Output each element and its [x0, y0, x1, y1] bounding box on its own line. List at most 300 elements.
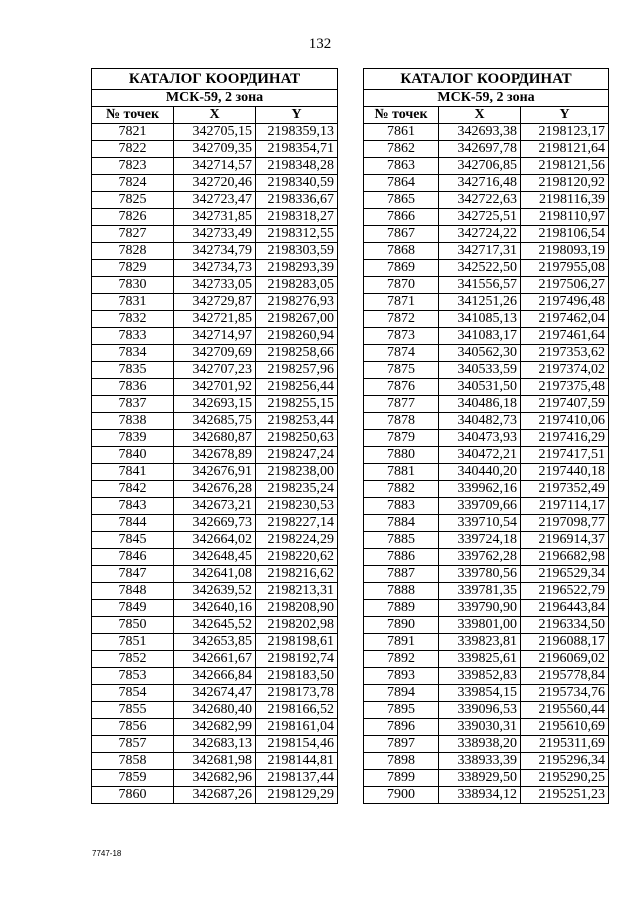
y-coordinate-cell: 2198255,15 — [256, 396, 338, 413]
table-row — [92, 566, 338, 583]
point-number-cell: 7900 — [364, 787, 439, 804]
point-number-cell: 7893 — [364, 668, 439, 685]
catalog-title: КАТАЛОГ КООРДИНАТ — [92, 69, 338, 90]
point-number-cell: 7862 — [364, 141, 439, 158]
table-row — [92, 294, 338, 311]
point-number-cell: 7882 — [364, 481, 439, 498]
y-coordinate-cell: 2198216,62 — [256, 566, 338, 583]
x-coordinate-cell: 342729,87 — [174, 294, 256, 311]
x-coordinate-cell: 342682,99 — [174, 719, 256, 736]
y-coordinate-cell: 2198161,04 — [256, 719, 338, 736]
point-number-cell: 7826 — [92, 209, 174, 226]
y-coordinate-cell: 2198238,00 — [256, 464, 338, 481]
x-coordinate-cell: 342653,85 — [174, 634, 256, 651]
y-coordinate-cell: 2198257,96 — [256, 362, 338, 379]
table-row — [364, 396, 609, 413]
x-coordinate-cell: 342522,50 — [439, 260, 521, 277]
table-row — [92, 345, 338, 362]
y-coordinate-cell: 2198121,56 — [521, 158, 609, 175]
x-coordinate-cell: 342673,21 — [174, 498, 256, 515]
x-coordinate-cell: 342714,97 — [174, 328, 256, 345]
table-row — [364, 260, 609, 277]
point-number-cell: 7845 — [92, 532, 174, 549]
point-number-cell: 7842 — [92, 481, 174, 498]
x-coordinate-cell: 339780,56 — [439, 566, 521, 583]
table-row — [92, 328, 338, 345]
point-number-cell: 7868 — [364, 243, 439, 260]
x-coordinate-cell: 341556,57 — [439, 277, 521, 294]
table-row — [364, 294, 609, 311]
x-coordinate-cell: 341085,13 — [439, 311, 521, 328]
y-coordinate-cell: 2198253,44 — [256, 413, 338, 430]
point-number-cell: 7891 — [364, 634, 439, 651]
x-coordinate-cell: 340533,59 — [439, 362, 521, 379]
x-coordinate-cell: 339823,81 — [439, 634, 521, 651]
y-coordinate-cell: 2198276,93 — [256, 294, 338, 311]
point-number-cell: 7833 — [92, 328, 174, 345]
x-coordinate-cell: 342687,26 — [174, 787, 256, 804]
x-coordinate-cell: 342705,15 — [174, 124, 256, 141]
table-row — [364, 413, 609, 430]
y-coordinate-cell: 2198173,78 — [256, 685, 338, 702]
x-coordinate-cell: 340482,73 — [439, 413, 521, 430]
table-body — [364, 124, 609, 804]
x-coordinate-cell: 342707,23 — [174, 362, 256, 379]
point-number-cell: 7874 — [364, 345, 439, 362]
point-number-cell: 7880 — [364, 447, 439, 464]
x-coordinate-cell: 342676,28 — [174, 481, 256, 498]
table-row — [92, 141, 338, 158]
y-coordinate-cell: 2196522,79 — [521, 583, 609, 600]
table-row — [364, 634, 609, 651]
y-coordinate-cell: 2198144,81 — [256, 753, 338, 770]
x-coordinate-cell: 342664,02 — [174, 532, 256, 549]
y-coordinate-cell: 2195560,44 — [521, 702, 609, 719]
table-row — [364, 770, 609, 787]
x-coordinate-cell: 342723,47 — [174, 192, 256, 209]
point-number-cell: 7878 — [364, 413, 439, 430]
y-coordinate-cell: 2198129,29 — [256, 787, 338, 804]
point-number-cell: 7841 — [92, 464, 174, 481]
y-coordinate-cell: 2197417,51 — [521, 447, 609, 464]
point-number-cell: 7896 — [364, 719, 439, 736]
point-number-cell: 7877 — [364, 396, 439, 413]
point-number-cell: 7835 — [92, 362, 174, 379]
y-coordinate-cell: 2198213,31 — [256, 583, 338, 600]
y-coordinate-cell: 2198340,59 — [256, 175, 338, 192]
x-coordinate-cell: 340486,18 — [439, 396, 521, 413]
table-row — [364, 447, 609, 464]
table-row — [92, 379, 338, 396]
x-coordinate-cell: 342666,84 — [174, 668, 256, 685]
y-coordinate-cell: 2196914,37 — [521, 532, 609, 549]
table-row — [364, 532, 609, 549]
point-number-cell: 7867 — [364, 226, 439, 243]
point-number-cell: 7836 — [92, 379, 174, 396]
point-number-cell: 7851 — [92, 634, 174, 651]
x-coordinate-cell: 342683,13 — [174, 736, 256, 753]
y-coordinate-cell: 2198230,53 — [256, 498, 338, 515]
point-number-cell: 7832 — [92, 311, 174, 328]
point-number-cell: 7840 — [92, 447, 174, 464]
y-coordinate-cell: 2198354,71 — [256, 141, 338, 158]
table-row — [92, 634, 338, 651]
point-number-cell: 7886 — [364, 549, 439, 566]
table-row — [364, 566, 609, 583]
table-row — [92, 209, 338, 226]
y-coordinate-cell: 2198093,19 — [521, 243, 609, 260]
table-row — [364, 192, 609, 209]
y-coordinate-cell: 2195734,76 — [521, 685, 609, 702]
table-row — [364, 498, 609, 515]
y-coordinate-cell: 2196529,34 — [521, 566, 609, 583]
x-coordinate-cell: 342674,47 — [174, 685, 256, 702]
x-coordinate-cell: 338934,12 — [439, 787, 521, 804]
y-coordinate-cell: 2198137,44 — [256, 770, 338, 787]
x-coordinate-cell: 341251,26 — [439, 294, 521, 311]
point-number-cell: 7888 — [364, 583, 439, 600]
y-coordinate-cell: 2195290,25 — [521, 770, 609, 787]
y-coordinate-cell: 2198303,59 — [256, 243, 338, 260]
table-row — [364, 719, 609, 736]
x-coordinate-cell: 342716,48 — [439, 175, 521, 192]
x-coordinate-cell: 342693,38 — [439, 124, 521, 141]
x-coordinate-cell: 340531,50 — [439, 379, 521, 396]
y-coordinate-cell: 2198256,44 — [256, 379, 338, 396]
y-coordinate-cell: 2195610,69 — [521, 719, 609, 736]
y-coordinate-cell: 2197353,62 — [521, 345, 609, 362]
y-coordinate-cell: 2198247,24 — [256, 447, 338, 464]
point-number-cell: 7884 — [364, 515, 439, 532]
y-coordinate-cell: 2198258,66 — [256, 345, 338, 362]
x-coordinate-cell: 339781,35 — [439, 583, 521, 600]
point-number-cell: 7858 — [92, 753, 174, 770]
table-row — [364, 702, 609, 719]
x-coordinate-cell: 342733,05 — [174, 277, 256, 294]
point-number-cell: 7873 — [364, 328, 439, 345]
y-coordinate-cell: 2197461,64 — [521, 328, 609, 345]
table-row — [92, 549, 338, 566]
table-row — [364, 311, 609, 328]
x-coordinate-cell: 339854,15 — [439, 685, 521, 702]
x-coordinate-cell: 339825,61 — [439, 651, 521, 668]
x-coordinate-cell: 342669,73 — [174, 515, 256, 532]
point-number-cell: 7848 — [92, 583, 174, 600]
point-number-cell: 7869 — [364, 260, 439, 277]
table-row — [92, 770, 338, 787]
y-coordinate-cell: 2198121,64 — [521, 141, 609, 158]
y-coordinate-cell: 2195251,23 — [521, 787, 609, 804]
point-number-cell: 7830 — [92, 277, 174, 294]
point-number-cell: 7824 — [92, 175, 174, 192]
table-row — [92, 583, 338, 600]
y-coordinate-cell: 2198336,67 — [256, 192, 338, 209]
column-header-x: X — [439, 107, 521, 124]
y-coordinate-cell: 2198312,55 — [256, 226, 338, 243]
point-number-cell: 7843 — [92, 498, 174, 515]
point-number-cell: 7889 — [364, 600, 439, 617]
y-coordinate-cell: 2197352,49 — [521, 481, 609, 498]
y-coordinate-cell: 2198348,28 — [256, 158, 338, 175]
x-coordinate-cell: 342706,85 — [439, 158, 521, 175]
table-row — [92, 311, 338, 328]
x-coordinate-cell: 340473,93 — [439, 430, 521, 447]
x-coordinate-cell: 342680,87 — [174, 430, 256, 447]
y-coordinate-cell: 2197098,77 — [521, 515, 609, 532]
point-number-cell: 7895 — [364, 702, 439, 719]
point-number-cell: 7856 — [92, 719, 174, 736]
catalog-subtitle: МСК-59, 2 зона — [92, 90, 338, 107]
catalog-title: КАТАЛОГ КООРДИНАТ — [364, 69, 609, 90]
table-row — [92, 464, 338, 481]
point-number-cell: 7853 — [92, 668, 174, 685]
x-coordinate-cell: 342734,73 — [174, 260, 256, 277]
x-coordinate-cell: 340472,21 — [439, 447, 521, 464]
table-row — [92, 668, 338, 685]
x-coordinate-cell: 340562,30 — [439, 345, 521, 362]
x-coordinate-cell: 342725,51 — [439, 209, 521, 226]
point-number-cell: 7855 — [92, 702, 174, 719]
table-row — [92, 787, 338, 804]
point-number-cell: 7883 — [364, 498, 439, 515]
table-row — [92, 413, 338, 430]
x-coordinate-cell: 342693,15 — [174, 396, 256, 413]
x-coordinate-cell: 342709,35 — [174, 141, 256, 158]
table-row — [92, 226, 338, 243]
point-number-cell: 7885 — [364, 532, 439, 549]
point-number-cell: 7846 — [92, 549, 174, 566]
y-coordinate-cell: 2195296,34 — [521, 753, 609, 770]
x-coordinate-cell: 342661,67 — [174, 651, 256, 668]
x-coordinate-cell: 342681,98 — [174, 753, 256, 770]
table-row — [92, 532, 338, 549]
point-number-cell: 7871 — [364, 294, 439, 311]
x-coordinate-cell: 339962,16 — [439, 481, 521, 498]
table-row — [364, 787, 609, 804]
x-coordinate-cell: 342734,79 — [174, 243, 256, 260]
point-number-cell: 7897 — [364, 736, 439, 753]
table-row — [364, 277, 609, 294]
table-row — [364, 617, 609, 634]
x-coordinate-cell: 342640,16 — [174, 600, 256, 617]
x-coordinate-cell: 339709,66 — [439, 498, 521, 515]
point-number-cell: 7876 — [364, 379, 439, 396]
y-coordinate-cell: 2195778,84 — [521, 668, 609, 685]
coordinate-catalog-table-right — [363, 68, 609, 804]
y-coordinate-cell: 2196069,02 — [521, 651, 609, 668]
point-number-cell: 7879 — [364, 430, 439, 447]
point-number-cell: 7828 — [92, 243, 174, 260]
table-row — [364, 226, 609, 243]
page-number: 132 — [308, 36, 332, 52]
table-row — [92, 124, 338, 141]
point-number-cell: 7866 — [364, 209, 439, 226]
point-number-cell: 7839 — [92, 430, 174, 447]
table-row — [92, 498, 338, 515]
x-coordinate-cell: 339762,28 — [439, 549, 521, 566]
table-row — [364, 124, 609, 141]
point-number-cell: 7887 — [364, 566, 439, 583]
y-coordinate-cell: 2198359,13 — [256, 124, 338, 141]
table-row — [92, 481, 338, 498]
table-row — [92, 158, 338, 175]
y-coordinate-cell: 2198166,52 — [256, 702, 338, 719]
x-coordinate-cell: 342645,52 — [174, 617, 256, 634]
x-coordinate-cell: 342721,85 — [174, 311, 256, 328]
table-row — [92, 260, 338, 277]
table-row — [92, 192, 338, 209]
point-number-cell: 7872 — [364, 311, 439, 328]
x-coordinate-cell: 342722,63 — [439, 192, 521, 209]
table-row — [92, 753, 338, 770]
x-coordinate-cell: 342639,52 — [174, 583, 256, 600]
y-coordinate-cell: 2197410,06 — [521, 413, 609, 430]
point-number-cell: 7822 — [92, 141, 174, 158]
document-code: 7747-18 — [92, 849, 122, 858]
catalog-subtitle: МСК-59, 2 зона — [364, 90, 609, 107]
y-coordinate-cell: 2198208,90 — [256, 600, 338, 617]
point-number-cell: 7860 — [92, 787, 174, 804]
x-coordinate-cell: 339710,54 — [439, 515, 521, 532]
column-header-y: Y — [256, 107, 338, 124]
table-row — [92, 685, 338, 702]
y-coordinate-cell: 2198202,98 — [256, 617, 338, 634]
table-row — [364, 328, 609, 345]
point-number-cell: 7892 — [364, 651, 439, 668]
x-coordinate-cell: 339852,83 — [439, 668, 521, 685]
point-number-cell: 7861 — [364, 124, 439, 141]
point-number-cell: 7899 — [364, 770, 439, 787]
x-coordinate-cell: 338929,50 — [439, 770, 521, 787]
table-row — [364, 243, 609, 260]
y-coordinate-cell: 2196443,84 — [521, 600, 609, 617]
y-coordinate-cell: 2197496,48 — [521, 294, 609, 311]
y-coordinate-cell: 2196334,50 — [521, 617, 609, 634]
table-row — [364, 668, 609, 685]
table-body — [92, 124, 338, 804]
table-row — [364, 175, 609, 192]
y-coordinate-cell: 2198110,97 — [521, 209, 609, 226]
y-coordinate-cell: 2198293,39 — [256, 260, 338, 277]
y-coordinate-cell: 2197114,17 — [521, 498, 609, 515]
coordinate-catalog-table-left — [91, 68, 338, 804]
x-coordinate-cell: 342709,69 — [174, 345, 256, 362]
y-coordinate-cell: 2197375,48 — [521, 379, 609, 396]
y-coordinate-cell: 2197407,59 — [521, 396, 609, 413]
table-row — [92, 396, 338, 413]
table-row — [92, 277, 338, 294]
column-header-x: X — [174, 107, 256, 124]
y-coordinate-cell: 2198260,94 — [256, 328, 338, 345]
point-number-cell: 7864 — [364, 175, 439, 192]
point-number-cell: 7870 — [364, 277, 439, 294]
point-number-cell: 7850 — [92, 617, 174, 634]
x-coordinate-cell: 342717,31 — [439, 243, 521, 260]
x-coordinate-cell: 341083,17 — [439, 328, 521, 345]
x-coordinate-cell: 339030,31 — [439, 719, 521, 736]
table-row — [92, 175, 338, 192]
point-number-cell: 7849 — [92, 600, 174, 617]
x-coordinate-cell: 342685,75 — [174, 413, 256, 430]
point-number-cell: 7890 — [364, 617, 439, 634]
table-row — [92, 447, 338, 464]
table-row — [364, 345, 609, 362]
x-coordinate-cell: 342682,96 — [174, 770, 256, 787]
table-row — [364, 158, 609, 175]
point-number-cell: 7852 — [92, 651, 174, 668]
point-number-cell: 7847 — [92, 566, 174, 583]
y-coordinate-cell: 2196088,17 — [521, 634, 609, 651]
point-number-cell: 7838 — [92, 413, 174, 430]
point-number-cell: 7844 — [92, 515, 174, 532]
point-number-cell: 7894 — [364, 685, 439, 702]
x-coordinate-cell: 339724,18 — [439, 532, 521, 549]
point-number-cell: 7825 — [92, 192, 174, 209]
table-row — [92, 362, 338, 379]
table-row — [92, 651, 338, 668]
x-coordinate-cell: 342678,89 — [174, 447, 256, 464]
y-coordinate-cell: 2197374,02 — [521, 362, 609, 379]
point-number-cell: 7898 — [364, 753, 439, 770]
y-coordinate-cell: 2198154,46 — [256, 736, 338, 753]
x-coordinate-cell: 342680,40 — [174, 702, 256, 719]
point-number-cell: 7854 — [92, 685, 174, 702]
x-coordinate-cell: 340440,20 — [439, 464, 521, 481]
point-number-cell: 7865 — [364, 192, 439, 209]
y-coordinate-cell: 2198198,61 — [256, 634, 338, 651]
y-coordinate-cell: 2198123,17 — [521, 124, 609, 141]
table-row — [92, 719, 338, 736]
x-coordinate-cell: 342648,45 — [174, 549, 256, 566]
y-coordinate-cell: 2198267,00 — [256, 311, 338, 328]
table-row — [364, 362, 609, 379]
table-row — [92, 736, 338, 753]
table-row — [364, 583, 609, 600]
point-number-cell: 7821 — [92, 124, 174, 141]
point-number-cell: 7859 — [92, 770, 174, 787]
table-row — [364, 549, 609, 566]
x-coordinate-cell: 342724,22 — [439, 226, 521, 243]
column-header-y: Y — [521, 107, 609, 124]
table-row — [364, 464, 609, 481]
column-header-point-number: № точек — [92, 107, 174, 124]
y-coordinate-cell: 2197440,18 — [521, 464, 609, 481]
table-row — [364, 379, 609, 396]
y-coordinate-cell: 2198120,92 — [521, 175, 609, 192]
y-coordinate-cell: 2198318,27 — [256, 209, 338, 226]
table-row — [92, 702, 338, 719]
y-coordinate-cell: 2198106,54 — [521, 226, 609, 243]
point-number-cell: 7837 — [92, 396, 174, 413]
y-coordinate-cell: 2197462,04 — [521, 311, 609, 328]
y-coordinate-cell: 2198183,50 — [256, 668, 338, 685]
y-coordinate-cell: 2197416,29 — [521, 430, 609, 447]
y-coordinate-cell: 2198235,24 — [256, 481, 338, 498]
table-row — [92, 515, 338, 532]
y-coordinate-cell: 2198192,74 — [256, 651, 338, 668]
y-coordinate-cell: 2198250,63 — [256, 430, 338, 447]
y-coordinate-cell: 2197506,27 — [521, 277, 609, 294]
y-coordinate-cell: 2198116,39 — [521, 192, 609, 209]
y-coordinate-cell: 2195311,69 — [521, 736, 609, 753]
point-number-cell: 7881 — [364, 464, 439, 481]
table-row — [364, 481, 609, 498]
x-coordinate-cell: 339790,90 — [439, 600, 521, 617]
table-row — [364, 141, 609, 158]
point-number-cell: 7834 — [92, 345, 174, 362]
table-row — [92, 617, 338, 634]
point-number-cell: 7823 — [92, 158, 174, 175]
